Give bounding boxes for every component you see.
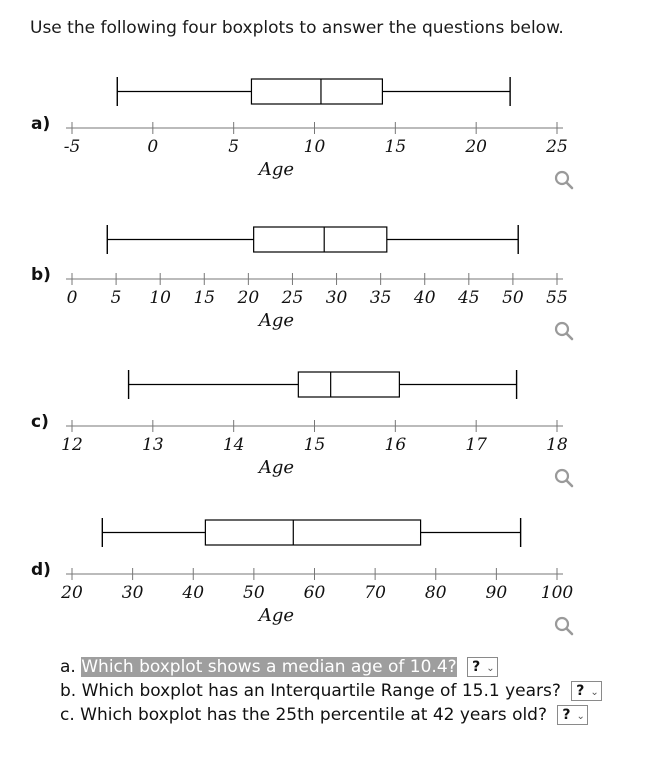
tick-label: 40 xyxy=(413,288,436,308)
magnifier-icon[interactable] xyxy=(556,323,572,339)
question-a-prefix: a. xyxy=(60,657,82,677)
magnifier-icon[interactable] xyxy=(556,618,572,634)
tick-label: 50 xyxy=(502,288,524,308)
tick-label: 0 xyxy=(66,288,78,308)
answer-c-select[interactable] xyxy=(557,705,588,725)
tick-label: 20 xyxy=(465,137,487,157)
tick-label: 5 xyxy=(110,288,122,308)
chevron-down-icon: ⌄ xyxy=(486,663,495,674)
tick-label: 15 xyxy=(384,137,407,157)
panel-label-a: a) xyxy=(31,114,51,134)
tick-label: 35 xyxy=(369,288,392,308)
tick-label: 60 xyxy=(303,583,326,603)
answer-b-select[interactable] xyxy=(571,681,602,701)
tick-label: 80 xyxy=(424,583,447,603)
iqr-box xyxy=(205,520,420,545)
question-a-text: Which boxplot shows a median age of 10.4? xyxy=(81,657,457,677)
panel-label-d: d) xyxy=(31,560,51,580)
answer-a-select[interactable] xyxy=(467,657,498,677)
tick-label: 40 xyxy=(182,583,205,603)
instructions: Use the following four boxplots to answer the questions below. xyxy=(30,18,564,38)
tick-label: 30 xyxy=(121,583,144,603)
question-c-prefix: c. xyxy=(60,705,81,725)
axis-label-c: Age xyxy=(258,457,295,478)
tick-label: 12 xyxy=(61,435,83,455)
tick-label: 20 xyxy=(61,583,83,603)
question-c xyxy=(60,703,588,727)
axis-label-a: Age xyxy=(258,159,295,180)
magnifier-icon[interactable] xyxy=(556,172,572,188)
question-b-text: Which boxplot has an Interquartile Range of 15.1 years? xyxy=(81,681,561,701)
tick-label: 50 xyxy=(243,583,265,603)
tick-label: 30 xyxy=(325,288,348,308)
answer-a-value: ? xyxy=(472,659,481,675)
tick-label: 25 xyxy=(546,137,568,157)
question-c-text: Which boxplot has the 25th percentile at 42 years old? xyxy=(80,705,548,725)
tick-label: 15 xyxy=(193,288,216,308)
tick-label: 45 xyxy=(457,288,480,308)
tick-label: 16 xyxy=(384,435,407,455)
question-b-prefix: b. xyxy=(60,681,82,701)
tick-label: 18 xyxy=(546,435,568,455)
iqr-box xyxy=(298,372,399,397)
magnifier-icon[interactable] xyxy=(556,470,572,486)
axis-label-d: Age xyxy=(258,605,295,626)
question-b xyxy=(60,679,602,703)
iqr-box xyxy=(254,227,387,252)
iqr-box xyxy=(251,79,382,104)
panel-label-b: b) xyxy=(31,265,51,285)
chevron-down-icon: ⌄ xyxy=(590,687,599,698)
tick-label: 0 xyxy=(147,137,159,157)
tick-label: 20 xyxy=(237,288,260,308)
chevron-down-icon: ⌄ xyxy=(576,711,585,722)
tick-label: 100 xyxy=(540,583,574,603)
tick-label: 15 xyxy=(303,435,326,455)
tick-label: 14 xyxy=(222,435,245,455)
tick-label: 70 xyxy=(364,583,386,603)
tick-label: 90 xyxy=(485,583,508,603)
question-a xyxy=(60,655,498,679)
tick-label: 10 xyxy=(149,288,172,308)
tick-label: 5 xyxy=(228,137,240,157)
tick-label: 55 xyxy=(546,288,568,308)
tick-label: 13 xyxy=(142,435,164,455)
axis-label-b: Age xyxy=(258,310,295,331)
tick-label: 25 xyxy=(281,288,304,308)
tick-label: 17 xyxy=(465,435,487,455)
panel-label-c: c) xyxy=(31,412,49,432)
tick-label: -5 xyxy=(63,137,81,157)
answer-c-value: ? xyxy=(562,707,571,723)
tick-label: 10 xyxy=(303,137,326,157)
answer-b-value: ? xyxy=(576,683,585,699)
